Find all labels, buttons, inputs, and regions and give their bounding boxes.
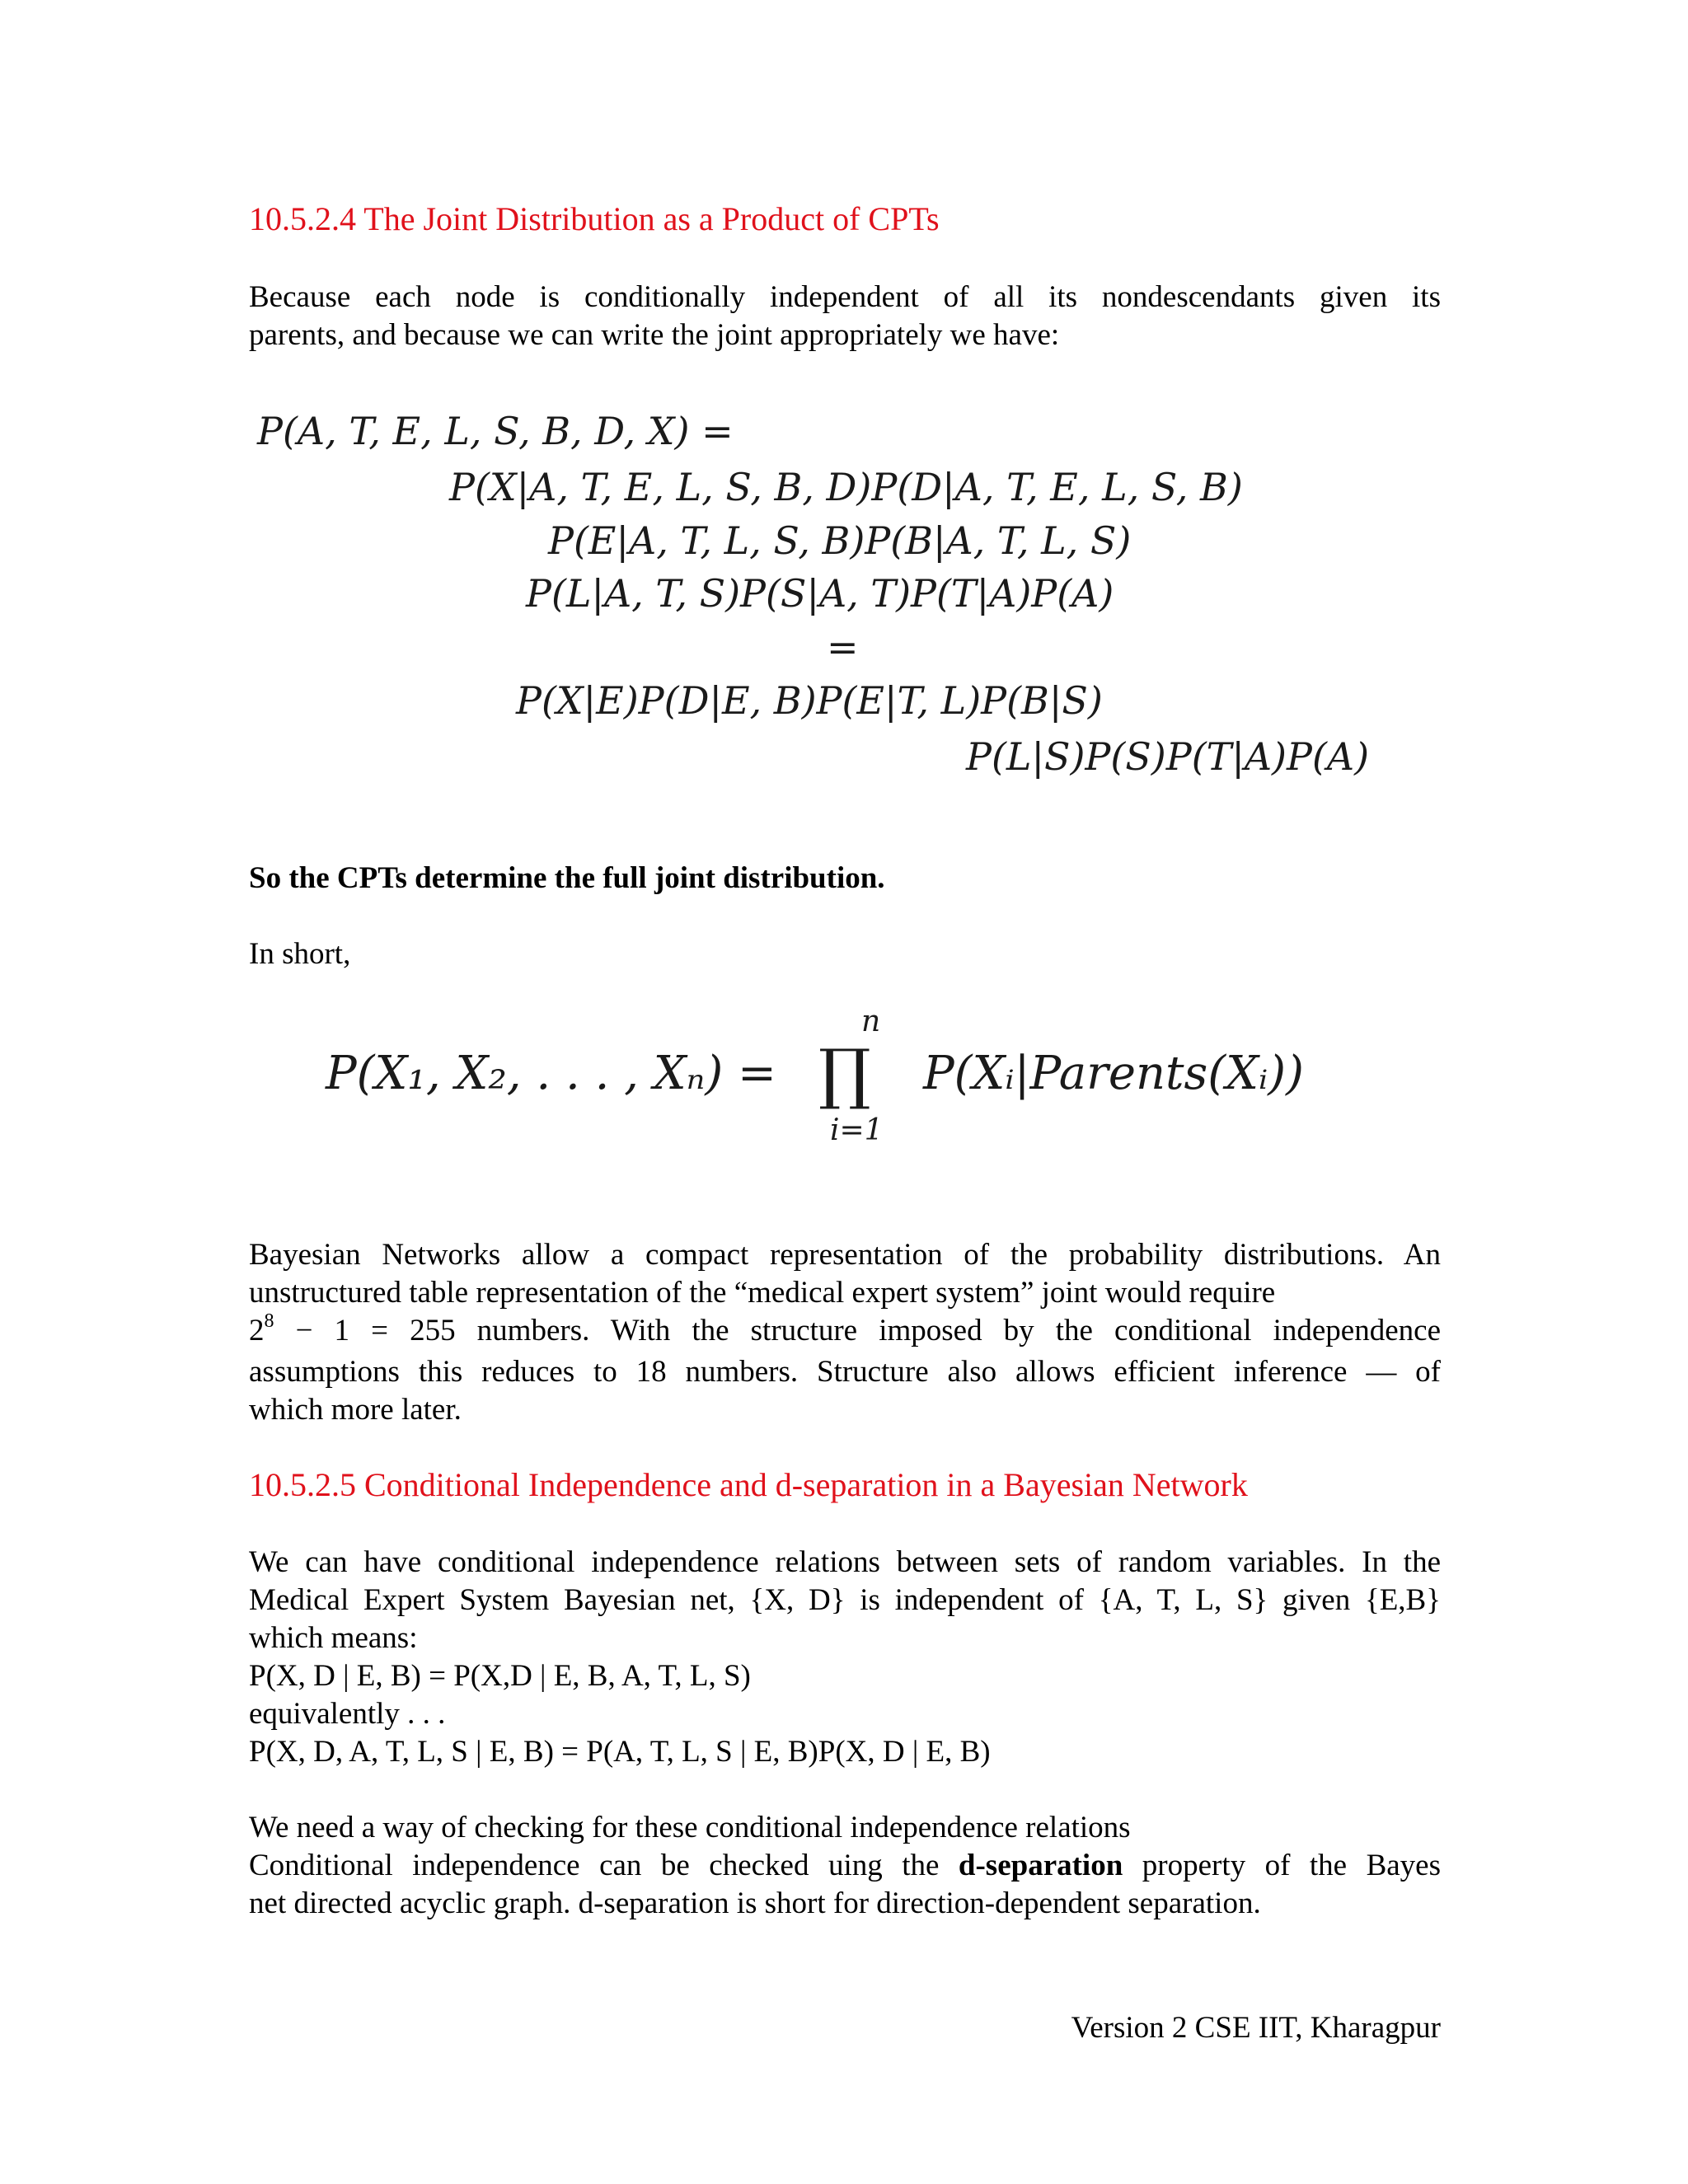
equation-equals: = (827, 625, 859, 669)
bayes-line-3-text: − 1 = 255 numbers. With the structure imposed by the conditional independence (274, 1314, 1441, 1347)
bayes-line-3 (249, 1312, 1441, 1353)
bayes-line-5: which more later. (249, 1393, 462, 1427)
bayes-line-4: assumptions this reduces to 18 numbers. Structure also allows efficient inference — of (249, 1355, 1441, 1389)
product-symbol: ∏ (818, 1035, 871, 1112)
product-equation-rhs: P(Xᵢ|Parents(Xᵢ)) (923, 1047, 1304, 1100)
cpt-statement: So the CPTs determine the full joint distribution. (249, 861, 885, 895)
dsep-line-3: net directed acyclic graph. d-separation is short for direction-dependent separation. (249, 1886, 1261, 1920)
equation-line-6: P(X|E)P(D|E, B)P(E|T, L)P(B|S) (516, 678, 1103, 723)
ci-line-2: Medical Expert System Bayesian net, {X, D} is independent of {A, T, L, S} given {E,B} (249, 1583, 1441, 1617)
product-equation-lhs: P(X₁, X₂, . . . , Xₙ) = (326, 1047, 776, 1100)
product-equation (326, 1005, 1397, 1154)
section-heading-joint-distribution: 10.5.2.4 The Joint Distribution as a Product of CPTs (249, 200, 940, 237)
bayesian-networks-paragraph (249, 1236, 1441, 1429)
dsep-line-2-post: property of the Bayes (1123, 1849, 1441, 1882)
d-separation-paragraph (249, 1809, 1441, 1923)
in-short-text: In short, (249, 937, 351, 971)
conditional-independence-paragraph (249, 1544, 1441, 1771)
ci-line-5: equivalently . . . (249, 1697, 446, 1731)
equation-line-4: P(L|A, T, S)P(S|A, T)P(T|A)P(A) (526, 571, 1114, 616)
power-base: 2 (249, 1314, 265, 1347)
intro-line-2: parents, and because we can write the joint appropriately we have: (249, 318, 1060, 352)
equation-line-1: P(A, T, E, L, S, B, D, X) = (257, 409, 734, 453)
bayes-line-1: Bayesian Networks allow a compact representation of the probability distributions. An (249, 1238, 1441, 1272)
intro-line-1: Because each node is conditionally independent of all its nondescendants given its (249, 280, 1441, 314)
intro-paragraph (249, 279, 1441, 354)
ci-line-1: We can have conditional independence relations between sets of random variables. In the (249, 1545, 1441, 1579)
page-footer: Version 2 CSE IIT, Kharagpur (1071, 2011, 1441, 2045)
equation-line-3: P(E|A, T, L, S, B)P(B|A, T, L, S) (548, 518, 1132, 563)
ci-line-4: P(X, D | E, B) = P(X,D | E, B, A, T, L, S) (249, 1659, 751, 1693)
dsep-line-2-pre: Conditional independence can be checked uing the (249, 1849, 959, 1882)
equation-line-7: P(L|S)P(S)P(T|A)P(A) (966, 734, 1370, 779)
equation-line-2: P(X|A, T, E, L, S, B, D)P(D|A, T, E, L, S, B) (449, 465, 1243, 509)
section-heading-conditional-independence: 10.5.2.5 Conditional Independence and d-separation in a Bayesian Network (249, 1466, 1248, 1503)
ci-line-3: which means: (249, 1621, 418, 1655)
product-lower-limit: i=1 (830, 1113, 884, 1147)
dsep-line-1: We need a way of checking for these conditional independence relations (249, 1811, 1131, 1844)
product-upper-limit: n (861, 1005, 881, 1038)
power-exponent: 8 (264, 1310, 274, 1332)
dsep-line-2 (249, 1847, 1441, 1885)
bayes-line-2: unstructured table representation of the “medical expert system” joint would require (249, 1276, 1276, 1310)
ci-line-6: P(X, D, A, T, L, S | E, B) = P(A, T, L, S | E, B)P(X, D | E, B) (249, 1735, 991, 1769)
d-separation-term: d-separation (958, 1849, 1123, 1882)
